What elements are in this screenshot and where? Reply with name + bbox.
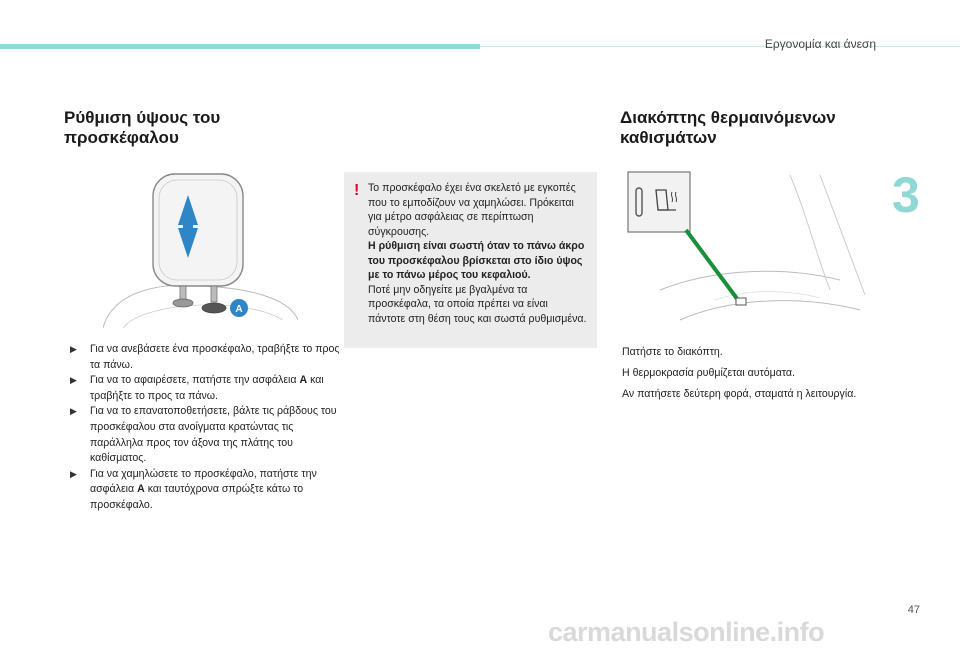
instruction-remove-post: και τραβήξτε το προς τα πάνω.	[90, 374, 324, 402]
instruction-lower-pre: Για να χαμηλώσετε το προσκέφαλο, πατήστε την ασφάλεια	[90, 467, 317, 496]
header-accent-bar	[0, 44, 480, 49]
headrest-heading-line1: Ρύθμιση ύψους του	[64, 108, 221, 127]
warning-box	[344, 172, 597, 348]
headrest-illustration	[103, 170, 298, 330]
instruction-refit-text: Για να το επανατοποθετήσετε, βάλτε τις ράβδους του προσκέφαλου στα ανοίγματα κρατώντας τις παράλληλα προς τον άξονα της πλάτης του καθίσματος.	[90, 405, 337, 465]
warning-text-2: Η ρύθμιση είναι σωστή όταν το πάνω άκρο του προσκέφαλου βρίσκεται στο ίδιο ύψος με το πάνω μέρος του κεφαλιού.	[368, 240, 585, 281]
warning-exclamation-icon: !	[354, 182, 360, 199]
instruction-remove-bold: A	[299, 374, 308, 387]
heated-seats-heading	[620, 108, 880, 148]
headrest-heading-line2: προσκέφαλου	[64, 128, 179, 147]
bullet-arrow-icon: ▶	[70, 468, 77, 479]
heated-seats-para-1: Πατήστε το διακόπτη.	[622, 346, 723, 358]
section-title: Εργονομία και άνεση	[764, 37, 876, 51]
heated-seats-heading-line1: Διακόπτης θερμαινόμενων	[620, 108, 836, 127]
instruction-lower	[70, 467, 340, 514]
heated-seats-para-3: Αν πατήσετε δεύτερη φορά, σταματά η λειτουργία.	[622, 388, 857, 400]
switch-location-marker	[736, 298, 746, 305]
bullet-arrow-icon: ▶	[70, 406, 77, 417]
warning-text-1: Το προσκέφαλο έχει ένα σκελετό με εγκοπές που το εμποδίζουν να χαμηλώσει. Πρόκειται για μέτρο ασφάλειας σε περίπτωση σύγκρουσης.	[368, 182, 576, 238]
headrest-heading	[64, 108, 314, 148]
chapter-number: 3	[892, 167, 920, 223]
callout-a-label: A	[235, 304, 243, 315]
heated-seat-illustration	[620, 170, 880, 330]
instruction-refit	[70, 404, 340, 466]
instruction-raise	[70, 342, 340, 373]
header-rule	[480, 46, 960, 47]
headrest-instructions	[70, 342, 340, 514]
instruction-lower-post: και ταυτόχρονα σπρώξτε κάτω το προσκέφαλο.	[90, 483, 304, 511]
switch-zoom-inset	[628, 172, 690, 232]
bullet-arrow-icon: ▶	[70, 344, 77, 354]
heated-seats-text	[622, 345, 882, 408]
instruction-remove	[70, 373, 340, 404]
bullet-arrow-icon: ▶	[70, 375, 77, 386]
watermark: carmanualsonline.info	[548, 617, 825, 647]
heated-seats-para-2: Η θερμοκρασία ρυθμίζεται αυτόματα.	[622, 367, 795, 379]
warning-text-3: Ποτέ μην οδηγείτε με βγαλμένα τα προσκέφαλα, τα οποία πρέπει να είναι πάντοτε στη θέση τους και σωστά ρυθμισμένα.	[368, 283, 587, 325]
instruction-raise-text: Για να ανεβάσετε ένα προσκέφαλο, τραβήξτε το προς τα πάνω.	[90, 343, 340, 371]
instruction-lower-bold: A	[137, 483, 145, 496]
heated-seats-heading-line2: καθισμάτων	[620, 128, 717, 147]
instruction-remove-pre: Για να το αφαιρέσετε, πατήστε την ασφάλεια	[90, 374, 300, 387]
page-number: 47	[907, 604, 920, 616]
